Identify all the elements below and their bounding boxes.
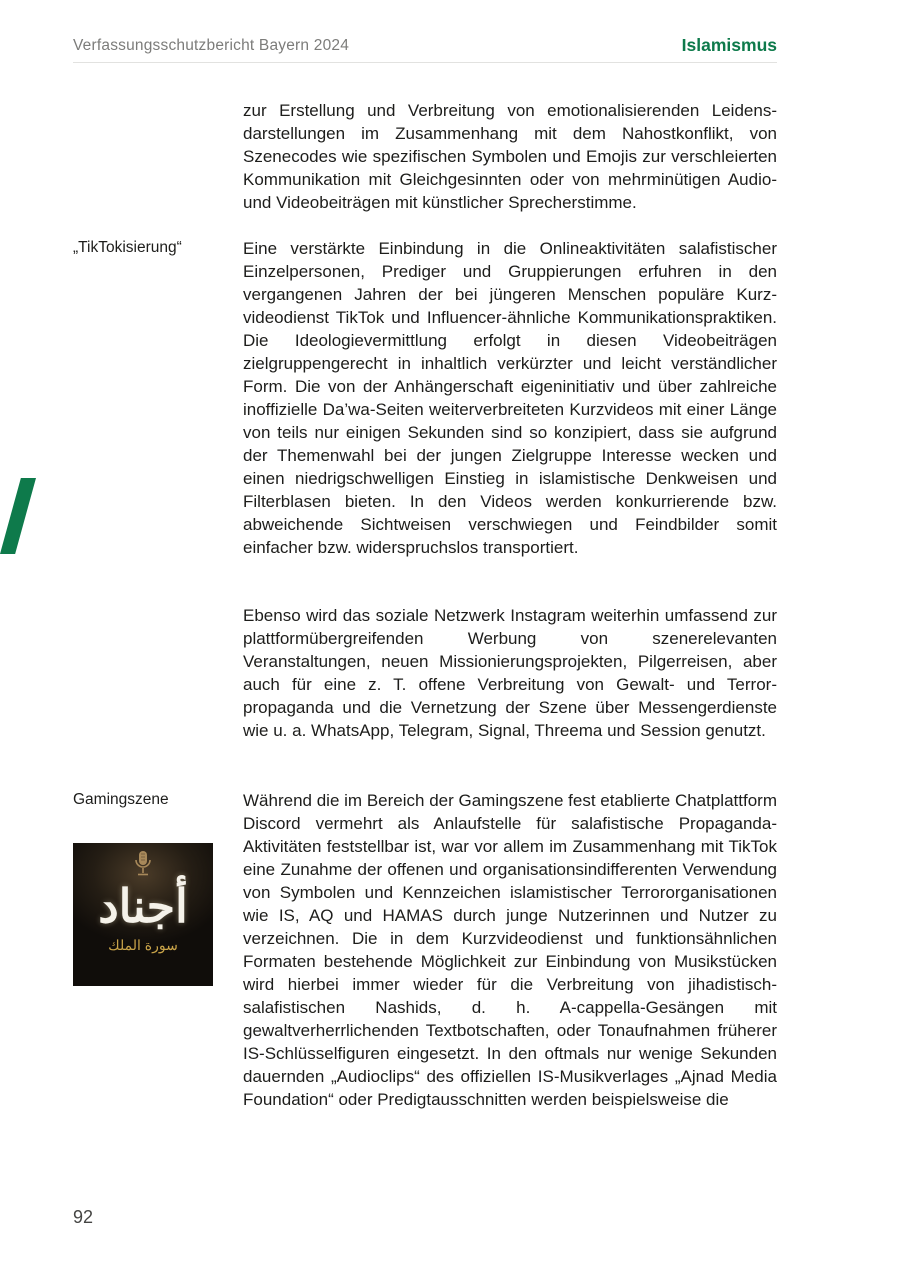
album-arabic-subtitle: سورة الملك bbox=[108, 937, 178, 953]
ajnad-album-cover bbox=[73, 843, 213, 986]
body-paragraph-continuation: zur Erstellung und Verbreitung von emotionalisierenden Leidensdarstellungen im Zusammenhang mit dem Nahostkonflikt, von Szenecodes wie spezifischen Symbolen und Emojis zur verschleierten Kommunikation mit Gleichgesinnten oder von mehrminütigen Audio- und Videobeiträgen mit künstlicher Sprecherstimme. bbox=[243, 101, 777, 212]
margin-label-gamingszene: Gamingszene bbox=[73, 791, 169, 808]
body-paragraph-tiktokisierung: Eine verstärkte Einbindung in die Onlineaktivitäten salafistischer Einzelpersonen, Prediger und Gruppierungen erfuhren in den vergangenen Jahren der bei jüngeren Menschen populäre Kurzvideodienst TikTok und Influencer-ähnliche Kommunikationspraktiken. Die Ideologievermittlung erfolgt in diesen Videobeiträgen zielgruppengerecht in inhaltlich verkürzter und leicht verständlicher Form. Die von der Anhängerschaft eigeninitiativ und über zahlreiche inoffizielle Da’wa-Seiten weiterverbreiteten Kurzvideos mit einer Länge von teils nur einigen Sekunden sind so konzipiert, dass sie aufgrund der Themenwahl bei der jungen Zielgruppe Interesse wecken und einen niedrigschwelligen Einstieg in islamistische Denkweisen und Filterblasen bieten. In den Videos werden konkurrierende bzw. abweichende Sichtweisen verschwiegen und Feindbilder somit einfacher bzw. widerspruchslos transportiert. bbox=[243, 239, 777, 557]
page-number: 92 bbox=[73, 1207, 94, 1227]
green-corner-marker bbox=[0, 478, 36, 554]
report-title: Verfassungsschutzbericht Bayern 2024 bbox=[73, 37, 350, 54]
album-arabic-title: أجناد bbox=[98, 880, 188, 932]
body-paragraph-gamingszene: Während die im Bereich der Gamingszene fest etablierte Chatplattform Discord vermehrt als Anlaufstelle für salafistische Propaganda-Aktivitäten feststellbar ist, war vor allem im Zusammenhang mit TikTok eine Zunahme der offenen und organisationsindifferenten Verwendung von Symbolen und Kennzeichen islamistischer Terrororganisationen wie IS, AQ und HAMAS durch junge Nutzerinnen und Nutzer zu verzeichnen. Die in dem Kurzvideodienst und funktionsähnlichen Formaten bestehende Möglichkeit zur Einbindung von Musikstücken wird hierbei immer wieder für die Verbreitung von jihadistisch-salafistischen Nashids, d. h. A-cappella-Gesängen mit gewaltverherrlichenden Textbotschaften, oder Tonaufnahmen früherer IS-Schlüsselfiguren eingesetzt. In den oftmals nur wenige Sekunden dauernden „Audioclips“ des offiziellen IS-Musikverlages „Ajnad Media Foundation“ oder Predigtausschnitten werden beispielsweise die bbox=[243, 791, 777, 1109]
body-paragraph-instagram: Ebenso wird das soziale Netzwerk Instagram weiterhin umfassend zur plattformübergreifenden Werbung von szenerelevanten Veranstaltungen, neuen Missionierungsprojekten, Pilgerreisen, aber auch für eine z. T. offene Verbreitung von Gewalt- und Terrorpropaganda und die Vernetzung der Szene über Messengerdienste wie u. a. WhatsApp, Telegram, Signal, Threema und Session genutzt. bbox=[243, 606, 777, 740]
chapter-title: Islamismus bbox=[681, 35, 777, 55]
microphone-icon bbox=[131, 849, 155, 879]
margin-label-tiktokisierung: „TikTokisierung“ bbox=[73, 239, 182, 256]
header-divider bbox=[73, 62, 777, 63]
